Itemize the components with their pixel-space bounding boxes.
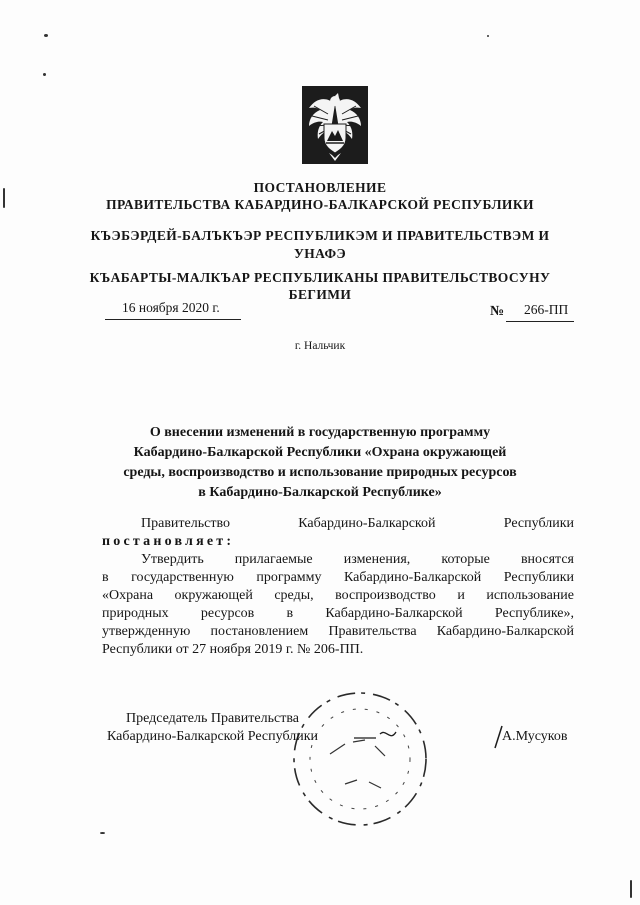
government-bal-heading-cont: БЕГИМИ [288,287,352,302]
scan-speck [630,880,632,898]
body-line-6: природных ресурсов в Кабардино-Балкарской Республике», [102,606,574,621]
body-line-1: Правительство Кабардино-Балкарской Республики [141,516,574,531]
government-bal-heading: КЪАБАРТЫ-МАЛКЪАР РЕСПУБЛИКАНЫ ПРАВИТЕЛЬСТВОСУНУ [89,270,551,285]
signatory-position-line-1: Председатель Правительства [126,711,299,726]
body-line-4: в государственную программу Кабардино-Балкарской Республики [102,570,574,585]
signatory-name: А.Мусуков [502,729,568,744]
title-line-3: среды, воспроизводство и использование природных ресурсов [123,465,517,480]
signatory-position-line-2: Кабардино-Балкарской Республики [107,729,318,744]
scan-speck [487,35,489,37]
body-decree-word: постановляет: [102,534,235,549]
number-underline [506,321,574,322]
scan-speck [44,34,48,37]
government-kab-heading: КЪЭБЭРДЕЙ-БАЛЪКЪЭР РЕСПУБЛИКЭМ И ПРАВИТЕЛЬСТВЭМ И [90,228,550,243]
body-line-8: Республики от 27 ноября 2019 г. № 206-ПП. [102,642,364,657]
title-line-1: О внесении изменений в государственную программу [149,425,491,440]
body-line-5: «Охрана окружающей среды, воспроизводство и использование [102,588,574,603]
coat-of-arms-icon [302,86,368,164]
document-date: 16 ноября 2020 г. [122,300,220,315]
government-kab-heading-cont: УНАФЭ [293,246,347,261]
scan-speck [43,73,46,76]
title-line-4: в Кабардино-Балкарской Республике» [198,485,442,500]
signature-mark [350,722,410,746]
date-underline [105,319,241,320]
document-number: 266-ПП [524,302,569,317]
body-line-7: утвержденную постановлением Правительства Кабардино-Балкарской [102,624,574,639]
number-sign: № [490,304,505,319]
official-seal [285,684,435,834]
doc-type-heading: ПОСТАНОВЛЕНИЕ [253,180,387,195]
title-line-2: Кабардино-Балкарской Республики «Охрана окружающей [133,445,507,460]
scan-speck [100,832,105,834]
body-line-3: Утвердить прилагаемые изменения, которые вносятся [141,552,574,567]
government-ru-heading: ПРАВИТЕЛЬСТВА КАБАРДИНО-БАЛКАРСКОЙ РЕСПУБЛИКИ [106,197,534,212]
city: г. Нальчик [294,340,346,352]
